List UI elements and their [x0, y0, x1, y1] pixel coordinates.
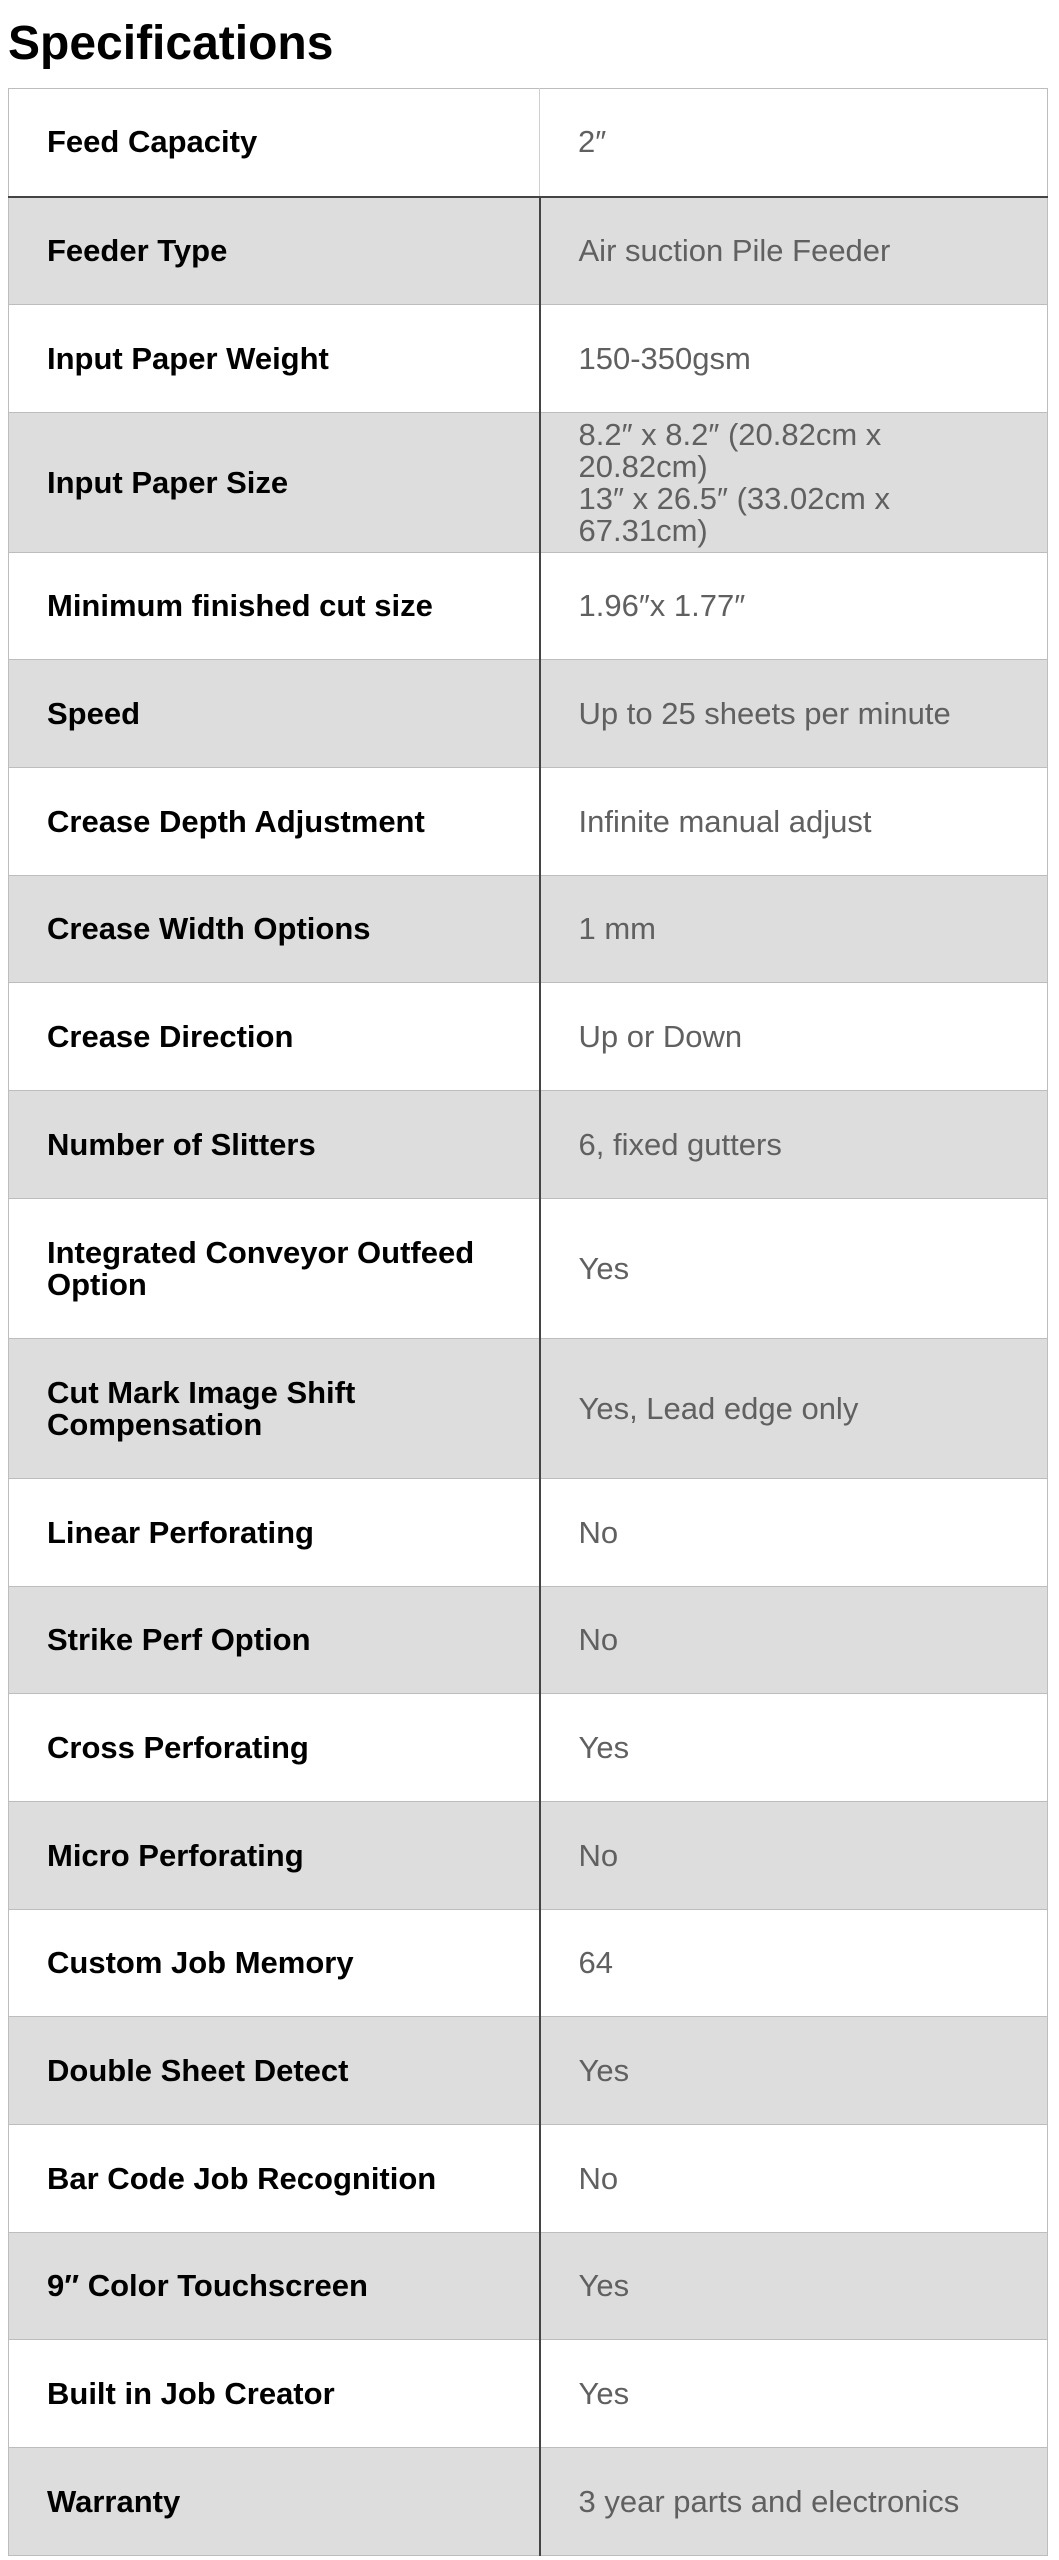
- spec-value: Air suction Pile Feeder: [540, 197, 1048, 305]
- spec-value: Up or Down: [540, 983, 1048, 1091]
- spec-value: No: [540, 1802, 1048, 1910]
- specifications-table: [8, 88, 1048, 2556]
- spec-value: Yes: [540, 2340, 1048, 2448]
- table-row: [9, 983, 1048, 1091]
- spec-label: Built in Job Creator: [9, 2340, 540, 2448]
- spec-label: Linear Perforating: [9, 1479, 540, 1587]
- spec-value: 64: [540, 1910, 1048, 2017]
- spec-label: Number of Slitters: [9, 1091, 540, 1199]
- spec-value: No: [540, 1479, 1048, 1587]
- spec-label: Input Paper Weight: [9, 305, 540, 413]
- spec-label: Strike Perf Option: [9, 1587, 540, 1694]
- table-row: [9, 2125, 1048, 2233]
- spec-value: 2″: [540, 89, 1048, 197]
- table-row: [9, 1199, 1048, 1339]
- spec-value: 3 year parts and electronics: [540, 2448, 1048, 2556]
- table-row: [9, 197, 1048, 305]
- table-row: [9, 1479, 1048, 1587]
- spec-label: 9″ Color Touchscreen: [9, 2233, 540, 2340]
- table-row: [9, 1910, 1048, 2017]
- spec-label: Input Paper Size: [9, 413, 540, 553]
- spec-value: Yes, Lead edge only: [540, 1339, 1048, 1479]
- spec-value: 6, fixed gutters: [540, 1091, 1048, 1199]
- table-row: [9, 1802, 1048, 1910]
- spec-label: Cut Mark Image Shift Compensation: [9, 1339, 540, 1479]
- spec-label: Integrated Conveyor Outfeed Option: [9, 1199, 540, 1339]
- spec-label: Minimum finished cut size: [9, 553, 540, 660]
- table-row: [9, 2233, 1048, 2340]
- spec-value: 1.96″x 1.77″: [540, 553, 1048, 660]
- spec-value: 1 mm: [540, 876, 1048, 983]
- spec-label: Crease Depth Adjustment: [9, 768, 540, 876]
- table-row: [9, 768, 1048, 876]
- spec-value: Yes: [540, 1199, 1048, 1339]
- page-title: Specifications: [8, 17, 334, 70]
- table-row: [9, 1694, 1048, 1802]
- spec-value: Yes: [540, 2017, 1048, 2125]
- table-row: [9, 413, 1048, 553]
- table-row: [9, 876, 1048, 983]
- table-row: [9, 2017, 1048, 2125]
- spec-value: 8.2″ x 8.2″ (20.82cm x 20.82cm) 13″ x 26.5″ (33.02cm x 67.31cm): [540, 413, 1048, 553]
- table-row: [9, 1091, 1048, 1199]
- spec-label: Feed Capacity: [9, 89, 540, 197]
- spec-label: Bar Code Job Recognition: [9, 2125, 540, 2233]
- spec-value: Up to 25 sheets per minute: [540, 660, 1048, 768]
- spec-label: Warranty: [9, 2448, 540, 2556]
- spec-label: Cross Perforating: [9, 1694, 540, 1802]
- table-row: [9, 553, 1048, 660]
- spec-value: 150-350gsm: [540, 305, 1048, 413]
- spec-value: No: [540, 1587, 1048, 1694]
- spec-value: Infinite manual adjust: [540, 768, 1048, 876]
- spec-value: Yes: [540, 2233, 1048, 2340]
- spec-label: Crease Direction: [9, 983, 540, 1091]
- spec-label: Double Sheet Detect: [9, 2017, 540, 2125]
- spec-label: Feeder Type: [9, 197, 540, 305]
- spec-label: Micro Perforating: [9, 1802, 540, 1910]
- table-row: [9, 305, 1048, 413]
- table-row: [9, 2340, 1048, 2448]
- table-row: [9, 2448, 1048, 2556]
- spec-label: Speed: [9, 660, 540, 768]
- spec-value: Yes: [540, 1694, 1048, 1802]
- spec-value: No: [540, 2125, 1048, 2233]
- table-row: [9, 1587, 1048, 1694]
- spec-label: Crease Width Options: [9, 876, 540, 983]
- spec-label: Custom Job Memory: [9, 1910, 540, 2017]
- table-row: [9, 1339, 1048, 1479]
- table-row: [9, 89, 1048, 197]
- table-row: [9, 660, 1048, 768]
